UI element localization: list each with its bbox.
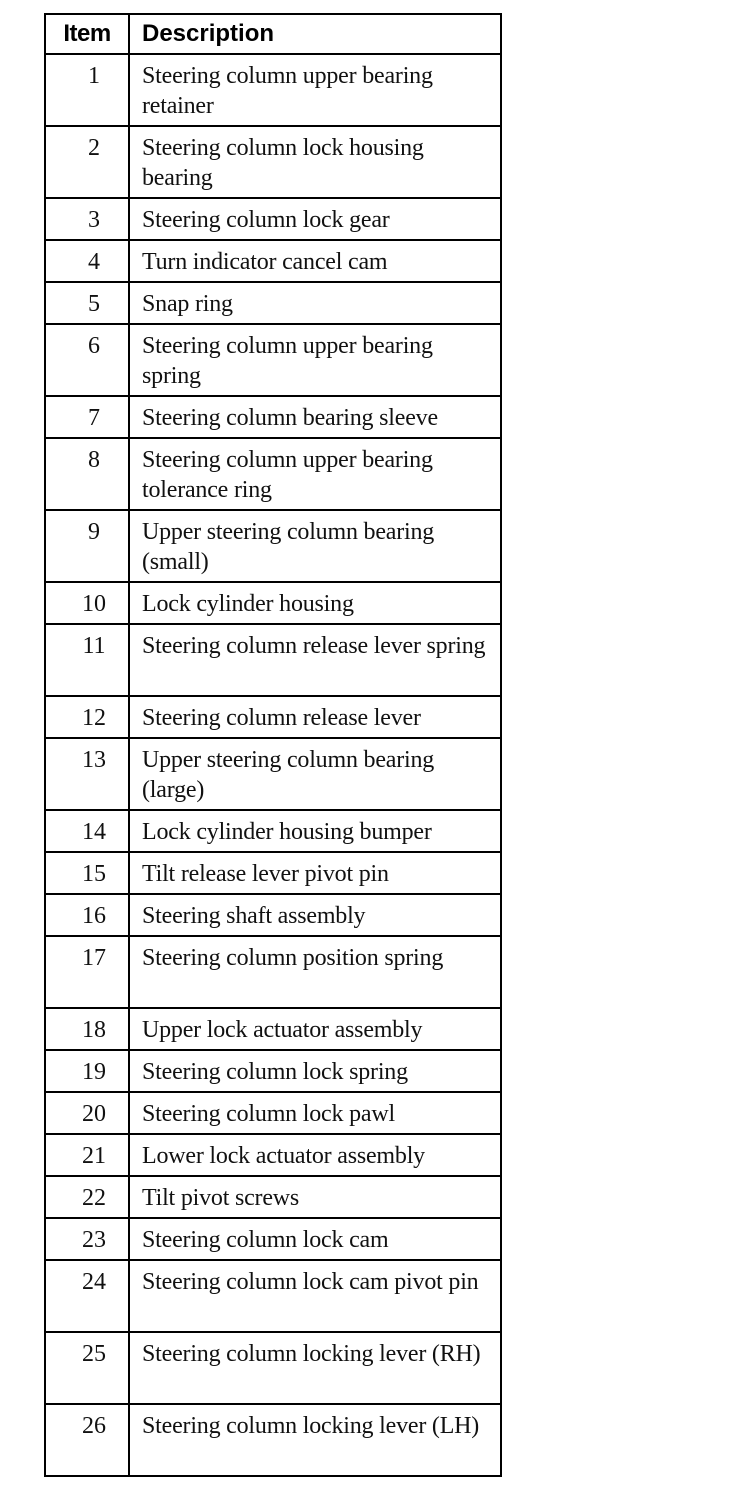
item-description: Lock cylinder housing bumper (129, 810, 501, 852)
item-description: Tilt pivot screws (129, 1176, 501, 1218)
table-row (45, 1134, 501, 1176)
item-number: 10 (45, 582, 129, 624)
table-row (45, 1008, 501, 1050)
item-description: Steering column locking lever (RH) (129, 1332, 501, 1404)
item-number: 17 (45, 936, 129, 1008)
item-number: 25 (45, 1332, 129, 1404)
item-column-header: Item (45, 14, 129, 54)
table-row (45, 438, 501, 510)
item-number: 14 (45, 810, 129, 852)
table-row (45, 1050, 501, 1092)
item-description: Snap ring (129, 282, 501, 324)
item-description: Upper steering column bearing (large) (129, 738, 501, 810)
item-number: 15 (45, 852, 129, 894)
table-row (45, 324, 501, 396)
item-description: Upper lock actuator assembly (129, 1008, 501, 1050)
table-row (45, 1092, 501, 1134)
table-row (45, 126, 501, 198)
item-number: 18 (45, 1008, 129, 1050)
item-description: Steering column lock housing bearing (129, 126, 501, 198)
table-row (45, 282, 501, 324)
item-number: 19 (45, 1050, 129, 1092)
table-row (45, 894, 501, 936)
item-number: 26 (45, 1404, 129, 1476)
table-row (45, 510, 501, 582)
item-number: 23 (45, 1218, 129, 1260)
item-number: 21 (45, 1134, 129, 1176)
table-row (45, 1176, 501, 1218)
table-row (45, 1404, 501, 1476)
item-description: Steering column lock cam (129, 1218, 501, 1260)
item-number: 7 (45, 396, 129, 438)
item-description: Lower lock actuator assembly (129, 1134, 501, 1176)
item-number: 1 (45, 54, 129, 126)
item-number: 13 (45, 738, 129, 810)
table-row (45, 1332, 501, 1404)
item-number: 9 (45, 510, 129, 582)
item-description: Steering column lock spring (129, 1050, 501, 1092)
table-row (45, 240, 501, 282)
table-row (45, 582, 501, 624)
table-row (45, 852, 501, 894)
item-description: Steering column upper bearing tolerance ring (129, 438, 501, 510)
table-row (45, 198, 501, 240)
table-row (45, 810, 501, 852)
item-description: Steering column bearing sleeve (129, 396, 501, 438)
parts-table (44, 13, 502, 1477)
item-number: 4 (45, 240, 129, 282)
item-description: Steering column position spring (129, 936, 501, 1008)
item-number: 6 (45, 324, 129, 396)
table-row (45, 1218, 501, 1260)
table-row (45, 54, 501, 126)
item-description: Steering column release lever (129, 696, 501, 738)
item-number: 22 (45, 1176, 129, 1218)
table-body (45, 54, 501, 1476)
table-row (45, 1260, 501, 1332)
item-description: Steering column locking lever (LH) (129, 1404, 501, 1476)
table-row (45, 396, 501, 438)
item-description: Steering column release lever spring (129, 624, 501, 696)
item-description: Upper steering column bearing (small) (129, 510, 501, 582)
item-description: Lock cylinder housing (129, 582, 501, 624)
item-description: Steering column lock gear (129, 198, 501, 240)
item-number: 24 (45, 1260, 129, 1332)
item-description: Steering column lock pawl (129, 1092, 501, 1134)
item-number: 16 (45, 894, 129, 936)
item-description: Steering column upper bearing spring (129, 324, 501, 396)
item-number: 5 (45, 282, 129, 324)
header-row (45, 14, 501, 54)
item-number: 11 (45, 624, 129, 696)
item-number: 12 (45, 696, 129, 738)
table-row (45, 936, 501, 1008)
item-description: Steering shaft assembly (129, 894, 501, 936)
item-description: Turn indicator cancel cam (129, 240, 501, 282)
item-description: Tilt release lever pivot pin (129, 852, 501, 894)
table-row (45, 738, 501, 810)
table-row (45, 624, 501, 696)
description-column-header: Description (129, 14, 501, 54)
item-number: 2 (45, 126, 129, 198)
table-row (45, 696, 501, 738)
item-number: 3 (45, 198, 129, 240)
item-number: 8 (45, 438, 129, 510)
item-number: 20 (45, 1092, 129, 1134)
item-description: Steering column upper bearing retainer (129, 54, 501, 126)
item-description: Steering column lock cam pivot pin (129, 1260, 501, 1332)
